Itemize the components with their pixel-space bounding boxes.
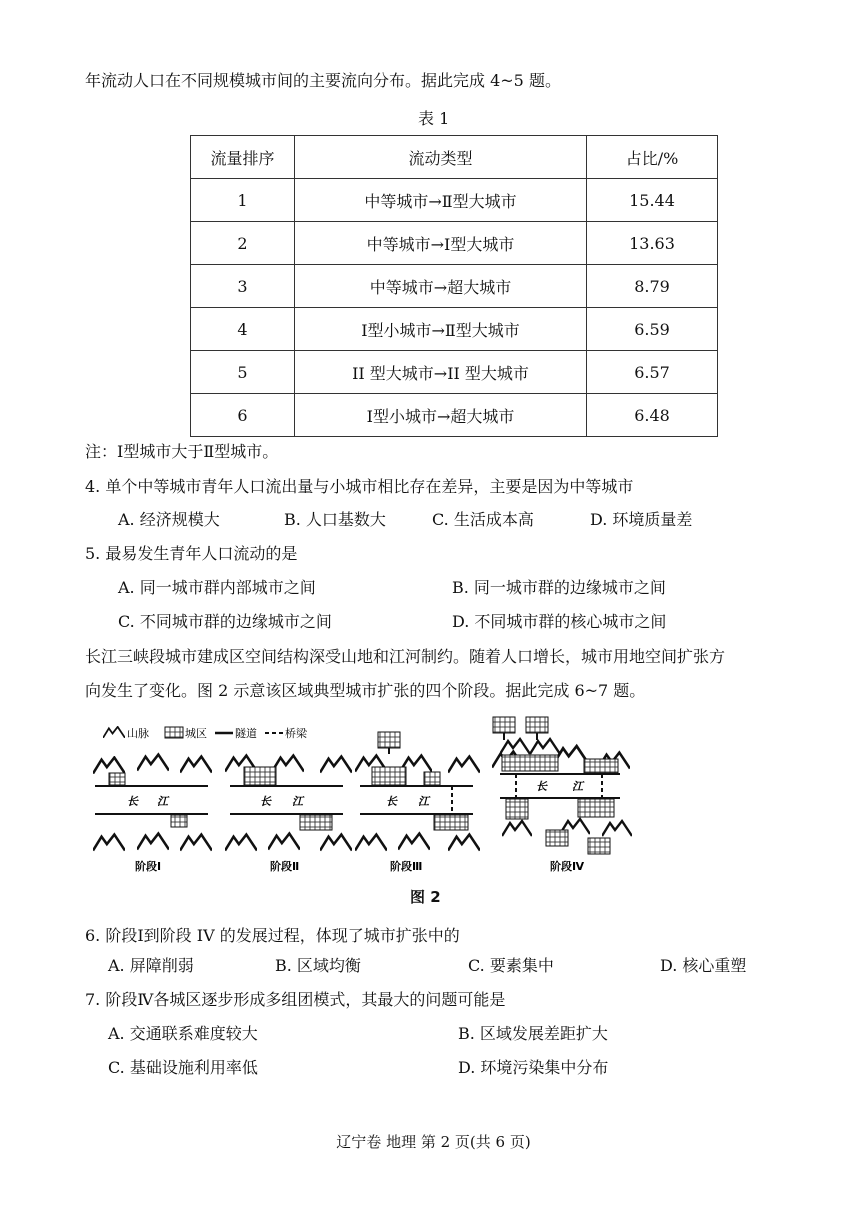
- svg-text:长: 长: [536, 780, 547, 793]
- question-7-option-b: B. 区域发展差距扩大: [458, 1024, 608, 1043]
- svg-text:长: 长: [260, 795, 271, 808]
- table-cell: 2: [191, 222, 295, 265]
- table-row: [191, 222, 718, 265]
- table-cell: 中等城市→Ⅰ型大城市: [295, 222, 587, 265]
- table-header-row: [191, 136, 718, 179]
- table-header-cell: 占比/%: [587, 136, 718, 179]
- question-5-option-c: C. 不同城市群的边缘城市之间: [118, 612, 332, 631]
- question-4-option-a: A. 经济规模大: [118, 510, 220, 529]
- table-cell: Ⅰ型小城市→超大城市: [295, 394, 587, 437]
- svg-text:江: 江: [572, 780, 583, 793]
- question-6-option-c: C. 要素集中: [468, 956, 554, 975]
- stage-1-panel: [93, 755, 212, 873]
- passage-line-2: 向发生了变化。图 2 示意该区域典型城市扩张的四个阶段。据此完成 6~7 题。: [85, 681, 646, 700]
- table-cell: 6: [191, 394, 295, 437]
- svg-text:江: 江: [157, 795, 168, 808]
- legend-urban-label: 城区: [185, 727, 207, 740]
- table-cell: 3: [191, 265, 295, 308]
- figure-2-diagram: [85, 712, 645, 882]
- table-cell: 4: [191, 308, 295, 351]
- intro-line: 年流动人口在不同规模城市间的主要流向分布。据此完成 4~5 题。: [85, 71, 561, 90]
- table-cell: 中等城市→超大城市: [295, 265, 587, 308]
- question-7-option-d: D. 环境污染集中分布: [458, 1058, 609, 1077]
- table-caption: 表 1: [418, 109, 450, 128]
- question-5-option-a: A. 同一城市群内部城市之间: [118, 578, 316, 597]
- table-cell: 6.48: [587, 394, 718, 437]
- table-cell: 1: [191, 179, 295, 222]
- question-4-option-d: D. 环境质量差: [590, 510, 693, 529]
- stage-2-panel: [225, 756, 352, 873]
- table-row: [191, 179, 718, 222]
- table-cell: 8.79: [587, 265, 718, 308]
- page-footer: 辽宁卷 地理 第 2 页(共 6 页): [336, 1133, 531, 1151]
- question-6-option-a: A. 屏障削弱: [108, 956, 194, 975]
- table-cell: Ⅰ型小城市→Ⅱ型大城市: [295, 308, 587, 351]
- question-5-stem: 5. 最易发生青年人口流动的是: [85, 544, 298, 563]
- table-cell: 13.63: [587, 222, 718, 265]
- svg-text:长: 长: [386, 795, 397, 808]
- table-1: [190, 135, 718, 437]
- stage-2-label: 阶段Ⅱ: [270, 860, 300, 873]
- stage-4-label: 阶段Ⅳ: [550, 860, 585, 873]
- stage-3-panel: [355, 732, 480, 873]
- question-7-stem: 7. 阶段Ⅳ各城区逐步形成多组团模式，其最大的问题可能是: [85, 990, 506, 1009]
- table-header-cell: 流量排序: [191, 136, 295, 179]
- passage-line-1: 长江三峡段城市建成区空间结构深受山地和江河制约。随着人口增长，城市用地空间扩张方: [85, 647, 726, 666]
- table-row: [191, 351, 718, 394]
- legend-mountain-label: 山脉: [127, 727, 149, 740]
- legend-bridge-label: 桥梁: [285, 727, 307, 740]
- svg-text:江: 江: [418, 795, 429, 808]
- question-5-option-b: B. 同一城市群的边缘城市之间: [452, 578, 666, 597]
- table-cell: 5: [191, 351, 295, 394]
- stage-1-label: 阶段Ⅰ: [135, 860, 162, 873]
- question-4-option-c: C. 生活成本高: [432, 510, 534, 529]
- question-7-option-a: A. 交通联系难度较大: [108, 1024, 258, 1043]
- question-7-option-c: C. 基础设施利用率低: [108, 1058, 258, 1077]
- legend-tunnel-label: 隧道: [235, 727, 257, 740]
- svg-text:长: 长: [127, 795, 138, 808]
- table-note: 注：Ⅰ型城市大于Ⅱ型城市。: [85, 442, 279, 461]
- question-6-stem: 6. 阶段Ⅰ到阶段 IV 的发展过程，体现了城市扩张中的: [85, 926, 460, 945]
- table-cell: 6.59: [587, 308, 718, 351]
- table-header-cell: 流动类型: [295, 136, 587, 179]
- question-4-option-b: B. 人口基数大: [284, 510, 386, 529]
- table-cell: 中等城市→Ⅱ型大城市: [295, 179, 587, 222]
- legend-mountain-icon: [103, 727, 125, 738]
- table-cell: II 型大城市→II 型大城市: [295, 351, 587, 394]
- question-6-option-d: D. 核心重塑: [660, 956, 747, 975]
- table-row: [191, 394, 718, 437]
- stage-4-panel: [492, 717, 632, 873]
- question-4-stem: 4. 单个中等城市青年人口流出量与小城市相比存在差异，主要是因为中等城市: [85, 477, 634, 496]
- question-6-option-b: B. 区域均衡: [275, 956, 361, 975]
- stage-3-label: 阶段Ⅲ: [390, 860, 423, 873]
- figure-legend: [103, 726, 308, 740]
- table-row: [191, 265, 718, 308]
- table-cell: 6.57: [587, 351, 718, 394]
- legend-urban-icon: [165, 727, 183, 738]
- table-row: [191, 308, 718, 351]
- svg-text:江: 江: [292, 795, 303, 808]
- question-5-option-d: D. 不同城市群的核心城市之间: [452, 612, 667, 631]
- table-cell: 15.44: [587, 179, 718, 222]
- figure-2-caption: 图 2: [410, 888, 441, 906]
